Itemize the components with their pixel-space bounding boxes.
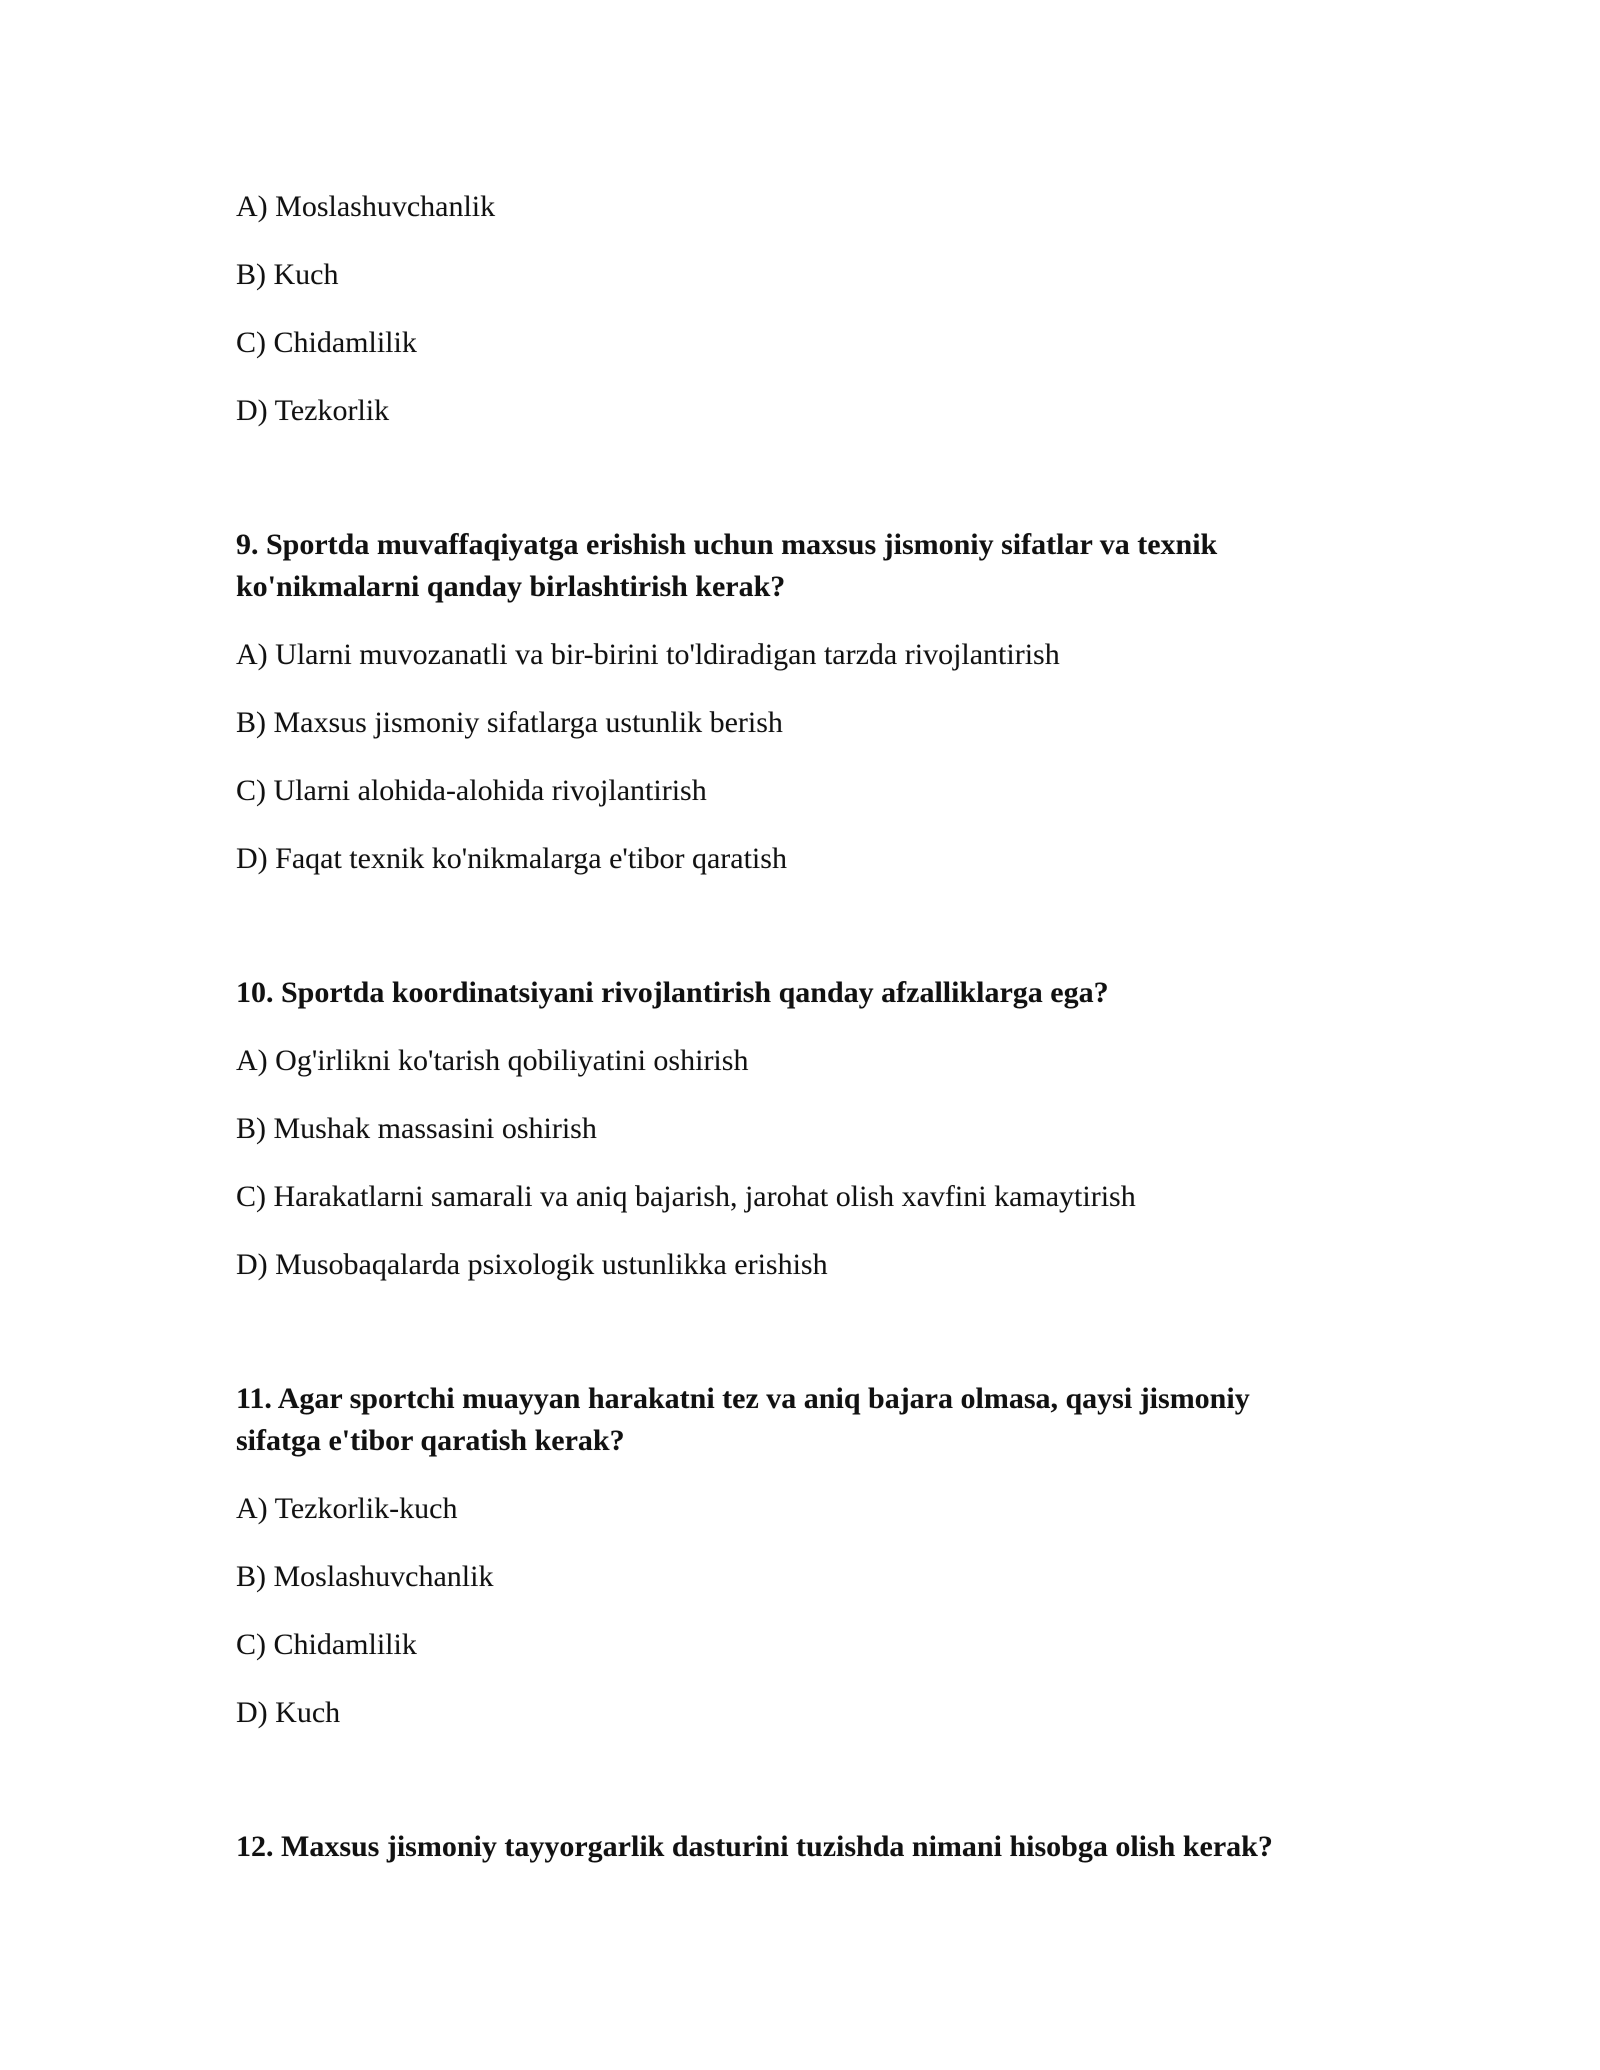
question-11-option-d: D) Kuch bbox=[236, 1696, 341, 1729]
question-9-option-a: A) Ularni muvozanatli va bir-birini to'ldiradigan tarzda rivojlantirish bbox=[236, 638, 1060, 671]
question-9-option-c: C) Ularni alohida-alohida rivojlantirish bbox=[236, 774, 707, 807]
question-12-title: 12. Maxsus jismoniy tayyorgarlik dasturini tuzishda nimani hisobga olish kerak? bbox=[236, 1830, 1273, 1863]
option-d: D) Tezkorlik bbox=[236, 394, 390, 427]
question-10-title: 10. Sportda koordinatsiyani rivojlantirish qanday afzalliklarga ega? bbox=[236, 976, 1109, 1009]
option-a: A) Moslashuvchanlik bbox=[236, 190, 496, 223]
question-11-title-cont: sifatga e'tibor qaratish kerak? bbox=[236, 1424, 625, 1457]
question-10-option-d: D) Musobaqalarda psixologik ustunlikka erishish bbox=[236, 1248, 828, 1281]
question-10-option-c: C) Harakatlarni samarali va aniq bajarish, jarohat olish xavfini kamaytirish bbox=[236, 1180, 1136, 1213]
question-10-option-b: B) Mushak massasini oshirish bbox=[236, 1112, 597, 1145]
question-11-option-b: B) Moslashuvchanlik bbox=[236, 1560, 494, 1593]
option-c: C) Chidamlilik bbox=[236, 326, 417, 359]
question-9-option-b: B) Maxsus jismoniy sifatlarga ustunlik berish bbox=[236, 706, 783, 739]
question-9-option-d: D) Faqat texnik ko'nikmalarga e'tibor qaratish bbox=[236, 842, 787, 875]
question-9-title: 9. Sportda muvaffaqiyatga erishish uchun maxsus jismoniy sifatlar va texnik bbox=[236, 528, 1218, 561]
option-b: B) Kuch bbox=[236, 258, 339, 291]
question-11-title: 11. Agar sportchi muayyan harakatni tez va aniq bajara olmasa, qaysi jismoniy bbox=[236, 1382, 1250, 1415]
question-9-title-cont: ko'nikmalarni qanday birlashtirish kerak? bbox=[236, 570, 786, 603]
question-10-option-a: A) Og'irlikni ko'tarish qobiliyatini oshirish bbox=[236, 1044, 749, 1077]
question-11-option-c: C) Chidamlilik bbox=[236, 1628, 417, 1661]
question-11-option-a: A) Tezkorlik-kuch bbox=[236, 1492, 458, 1525]
